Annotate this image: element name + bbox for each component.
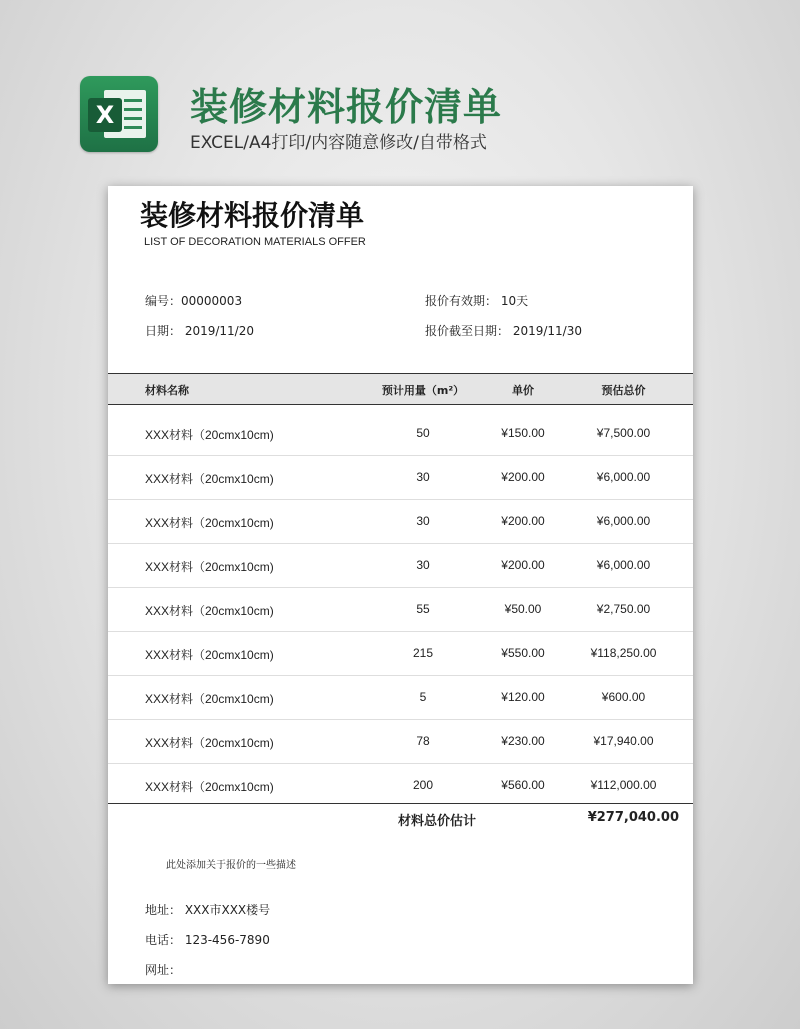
table-row [108, 631, 693, 676]
table-row [108, 543, 693, 588]
estimated-total: ¥2,750.00 [596, 602, 651, 616]
contact-address: 地址： XXX市XXX楼号 [145, 903, 271, 917]
unit-price: ¥560.00 [501, 778, 545, 792]
estimated-total: ¥6,000.00 [596, 470, 651, 484]
quantity: 55 [416, 602, 430, 616]
quote-number: 编号：00000003 [145, 294, 243, 308]
column-header-material: 材料名称 [145, 384, 189, 397]
unit-price: ¥200.00 [501, 514, 545, 528]
quantity: 30 [416, 558, 430, 572]
quantity: 78 [416, 734, 430, 748]
unit-price: ¥120.00 [501, 690, 545, 704]
quote-deadline: 报价截至日期： 2019/11/30 [425, 324, 582, 338]
unit-price: ¥50.00 [504, 602, 542, 616]
table-row [108, 499, 693, 544]
quantity: 30 [416, 470, 430, 484]
excel-icon [80, 76, 158, 152]
column-header-total: 预估总价 [601, 384, 646, 397]
estimated-total: ¥112,000.00 [590, 778, 657, 792]
table-row [108, 411, 693, 456]
header-title: 装修材料报价清单 [190, 85, 503, 129]
table-row [108, 675, 693, 720]
header-subtitle: EXCEL/A4打印/内容随意修改/自带格式 [190, 133, 487, 153]
material-name: XXX材料（20cmx10cm) [145, 516, 274, 530]
estimated-total: ¥7,500.00 [596, 426, 651, 440]
material-name: XXX材料（20cmx10cm) [145, 692, 274, 706]
document-subtitle: LIST OF DECORATION MATERIALS OFFER [144, 236, 366, 248]
quote-document [108, 186, 693, 984]
total-value: ¥277,040.00 [587, 810, 679, 825]
quantity: 200 [412, 778, 434, 792]
estimated-total: ¥17,940.00 [593, 734, 654, 748]
total-row [108, 803, 693, 834]
quote-date: 日期： 2019/11/20 [145, 324, 254, 338]
column-header-quantity: 预计用量（m²） [381, 384, 465, 397]
table-header [108, 373, 693, 405]
quantity: 50 [416, 426, 430, 440]
estimated-total: ¥6,000.00 [596, 558, 651, 572]
material-name: XXX材料（20cmx10cm) [145, 736, 274, 750]
material-name: XXX材料（20cmx10cm) [145, 560, 274, 574]
table-row [108, 455, 693, 500]
unit-price: ¥200.00 [501, 470, 545, 484]
contact-website: 网址： [145, 963, 182, 977]
unit-price: ¥200.00 [501, 558, 545, 572]
estimated-total: ¥600.00 [601, 690, 646, 704]
table-row [108, 587, 693, 632]
material-name: XXX材料（20cmx10cm) [145, 604, 274, 618]
excel-x-badge: X [88, 98, 122, 132]
quote-note: 此处添加关于报价的一些描述 [166, 860, 296, 871]
estimated-total: ¥118,250.00 [590, 646, 657, 660]
unit-price: ¥150.00 [501, 426, 545, 440]
table-row [108, 719, 693, 764]
estimated-total: ¥6,000.00 [596, 514, 651, 528]
table-row [108, 763, 693, 807]
document-title: 装修材料报价清单 [140, 199, 365, 232]
quantity: 215 [412, 646, 434, 660]
material-name: XXX材料（20cmx10cm) [145, 472, 274, 486]
contact-phone: 电话： 123-456-7890 [145, 933, 270, 947]
unit-price: ¥230.00 [501, 734, 545, 748]
quantity: 30 [416, 514, 430, 528]
material-name: XXX材料（20cmx10cm) [145, 780, 274, 794]
column-header-unit-price: 单价 [512, 384, 534, 397]
material-name: XXX材料（20cmx10cm) [145, 648, 274, 662]
total-label: 材料总价估计 [398, 814, 477, 829]
quote-validity: 报价有效期： 10天 [425, 294, 529, 308]
material-name: XXX材料（20cmx10cm) [145, 428, 274, 442]
quantity: 5 [419, 690, 427, 704]
unit-price: ¥550.00 [501, 646, 545, 660]
